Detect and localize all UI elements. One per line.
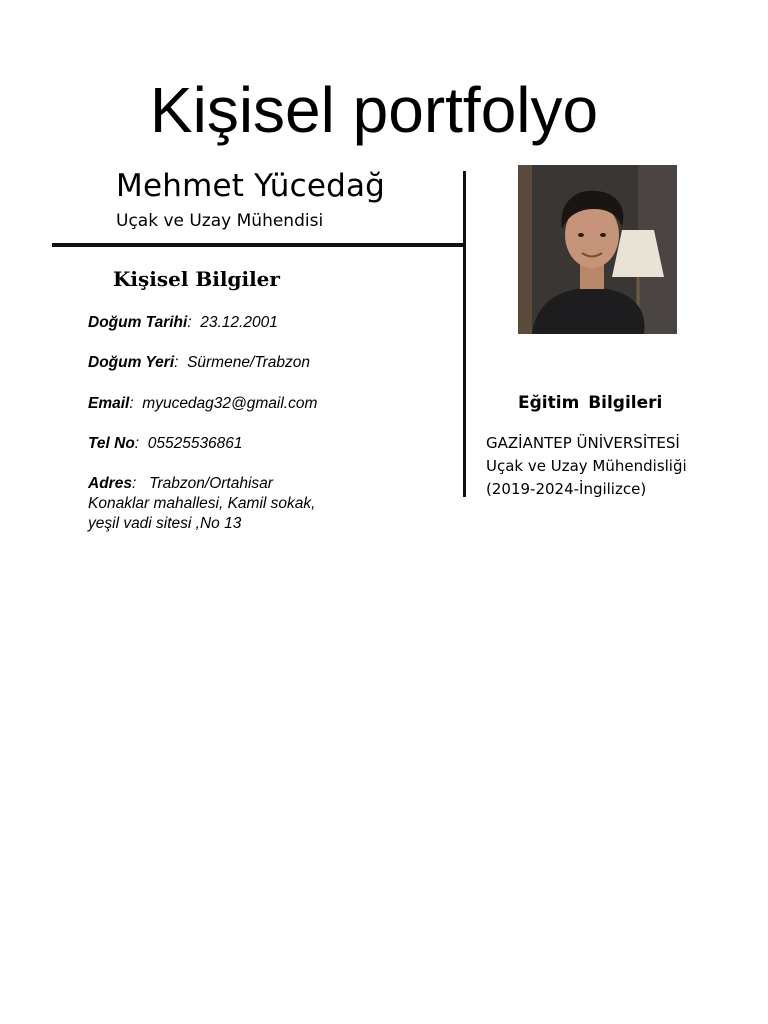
- person-profession: Uçak ve Uzay Mühendisi: [116, 211, 324, 231]
- address-value-1: Trabzon/Ortahisar: [149, 475, 273, 492]
- phone-row: [88, 434, 388, 454]
- phone-value: 05525536861: [147, 435, 243, 452]
- vertical-divider: [463, 171, 466, 497]
- address-separator: :: [131, 475, 150, 492]
- phone-separator: :: [134, 435, 148, 452]
- horizontal-divider: [52, 243, 465, 247]
- address-line-1: [88, 474, 388, 494]
- birth-place-value: Sürmene/Trabzon: [187, 354, 310, 371]
- education-department: Uçak ve Uzay Mühendisliği: [486, 457, 687, 475]
- education-details: [486, 432, 756, 501]
- education-period: (2019-2024-İngilizce): [486, 480, 647, 498]
- birth-place-label: Doğum Yeri: [88, 354, 175, 371]
- education-heading: Eğitim Bilgileri: [518, 393, 663, 413]
- email-separator: :: [129, 395, 143, 412]
- birth-date-row: [88, 313, 388, 333]
- birth-place-separator: :: [174, 354, 188, 371]
- person-name: Mehmet Yücedağ: [116, 168, 386, 204]
- email-row: [88, 394, 388, 414]
- address-label: Adres: [88, 475, 132, 492]
- birth-date-label: Doğum Tarihi: [88, 314, 188, 331]
- profile-photo-illustration: [518, 165, 677, 334]
- email-value: myucedag32@gmail.com: [142, 395, 318, 412]
- birth-date-value: 23.12.2001: [200, 314, 278, 331]
- education-university: GAZİANTEP ÜNİVERSİTESİ: [486, 434, 680, 452]
- profile-photo: [518, 165, 677, 334]
- address-line-2: Konaklar mahallesi, Kamil sokak,: [88, 495, 316, 512]
- birth-place-row: [88, 353, 388, 373]
- phone-label: Tel No: [88, 435, 135, 452]
- page-title: Kişisel portfolyo: [149, 74, 599, 146]
- address-row: [88, 474, 388, 534]
- personal-info-heading: Kişisel Bilgiler: [113, 267, 280, 291]
- birth-date-separator: :: [187, 314, 201, 331]
- email-label: Email: [88, 395, 130, 412]
- address-line-3: yeşil vadi sitesi ,No 13: [88, 515, 242, 532]
